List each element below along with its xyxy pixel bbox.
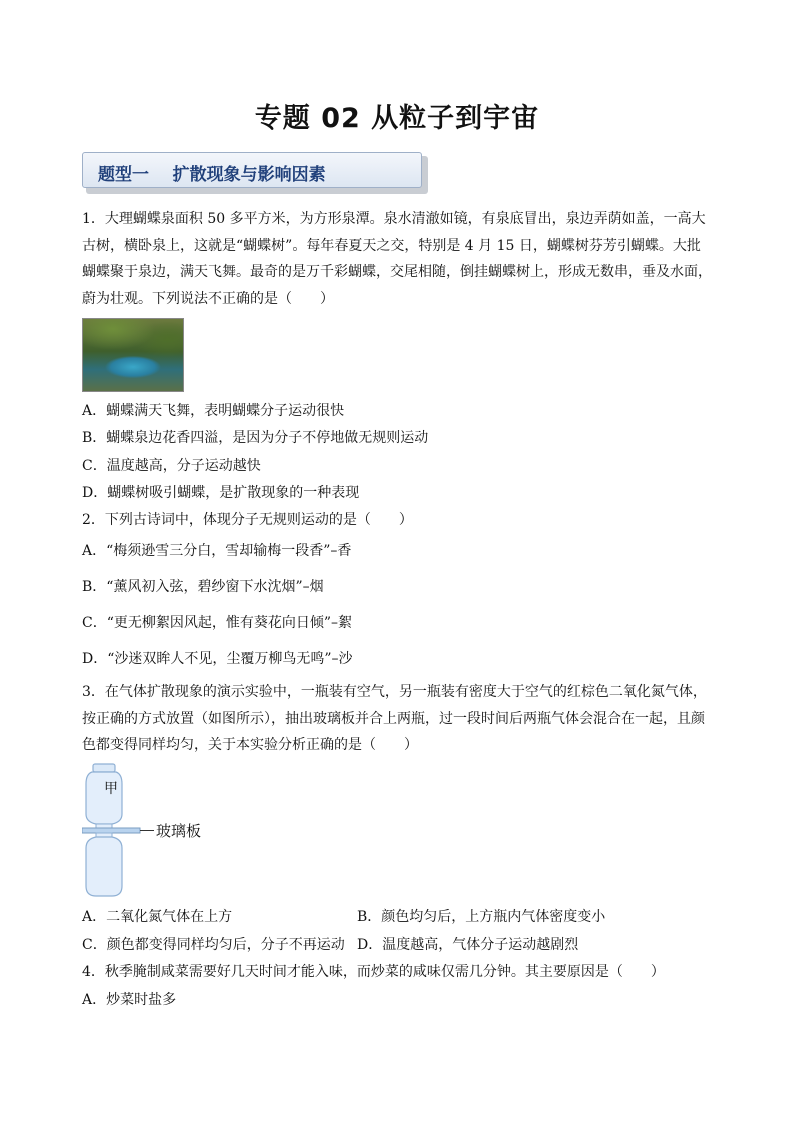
question-3-stem: 3．在气体扩散现象的演示实验中，一瓶装有空气，另一瓶装有密度大于空气的红棕色二氧化氮气体，按正确的方式放置（如图所示），抽出玻璃板并合上两瓶，过一段时间后两瓶气体会混合在一起，且颜色都变得同样均匀，关于本实验分析正确的是（ ） [82,684,707,753]
q3-option-a: A．二氧化氮气体在上方 [82,909,233,925]
section-label: 题型一 扩散现象与影响因素 [98,165,326,185]
q1-option-d: D．蝴蝶树吸引蝴蝶，是扩散现象的一种表现 [82,485,360,501]
q2-option-d: D．“沙迷双眸人不见，尘覆万柳鸟无鸣”–沙 [82,651,353,667]
q2-option-c: C．“更无柳絮因风起，惟有葵花向日倾”–絮 [82,615,353,631]
q3-option-d: D．温度越高，气体分子运动越剧烈 [357,937,579,953]
question-2-stem: 2．下列古诗词中，体现分子无规则运动的是（ ） [82,512,413,528]
question-4-stem: 4．秋季腌制咸菜需要好几天时间才能入味，而炒菜的咸味仅需几分钟。其主要原因是（ ） [82,964,665,980]
q1-option-c: C．温度越高，分子运动越快 [82,458,261,474]
q2-option-a: A．“梅须逊雪三分白，雪却输梅一段香”–香 [82,543,352,559]
bottle-top-label: 甲 [104,781,118,797]
q1-option-a: A．蝴蝶满天飞舞，表明蝴蝶分子运动很快 [82,403,345,419]
glass-plate-label: 玻璃板 [156,822,202,840]
page-title: 专题 02 从粒子到宇宙 [254,103,540,134]
q4-option-a: A．炒菜时盐多 [82,992,177,1008]
q2-option-b: B．“薰风初入弦，碧纱窗下水沈烟”–烟 [82,579,324,595]
q1-option-b: B．蝴蝶泉边花香四溢，是因为分子不停地做无规则运动 [82,430,429,446]
question-1-stem: 1．大理蝴蝶泉面积 50 多平方米，为方形泉潭。泉水清澈如镜，有泉底冒出，泉边弄荫如盖，一高大古树，横卧泉上，这就是“蝴蝶树”。每年春夏天之交，特别是 4 月 15 日，蝴蝶树芬芳引蝴蝶。大批蝴蝶聚于泉边，满天飞舞。最奇的是万千彩蝴蝶，交尾相随，倒挂蝴蝶树上，形成无数串，垂及水面，蔚为壮观。下列说法不正确的是（ ） [82,211,712,307]
gas-bottles-figure [82,762,232,902]
butterfly-spring-photo [82,318,184,392]
q3-option-c: C．颜色都变得同样均匀后，分子不再运动 [82,937,345,953]
section-banner [82,152,428,194]
q3-option-b: B．颜色均匀后，上方瓶内气体密度变小 [357,909,606,925]
